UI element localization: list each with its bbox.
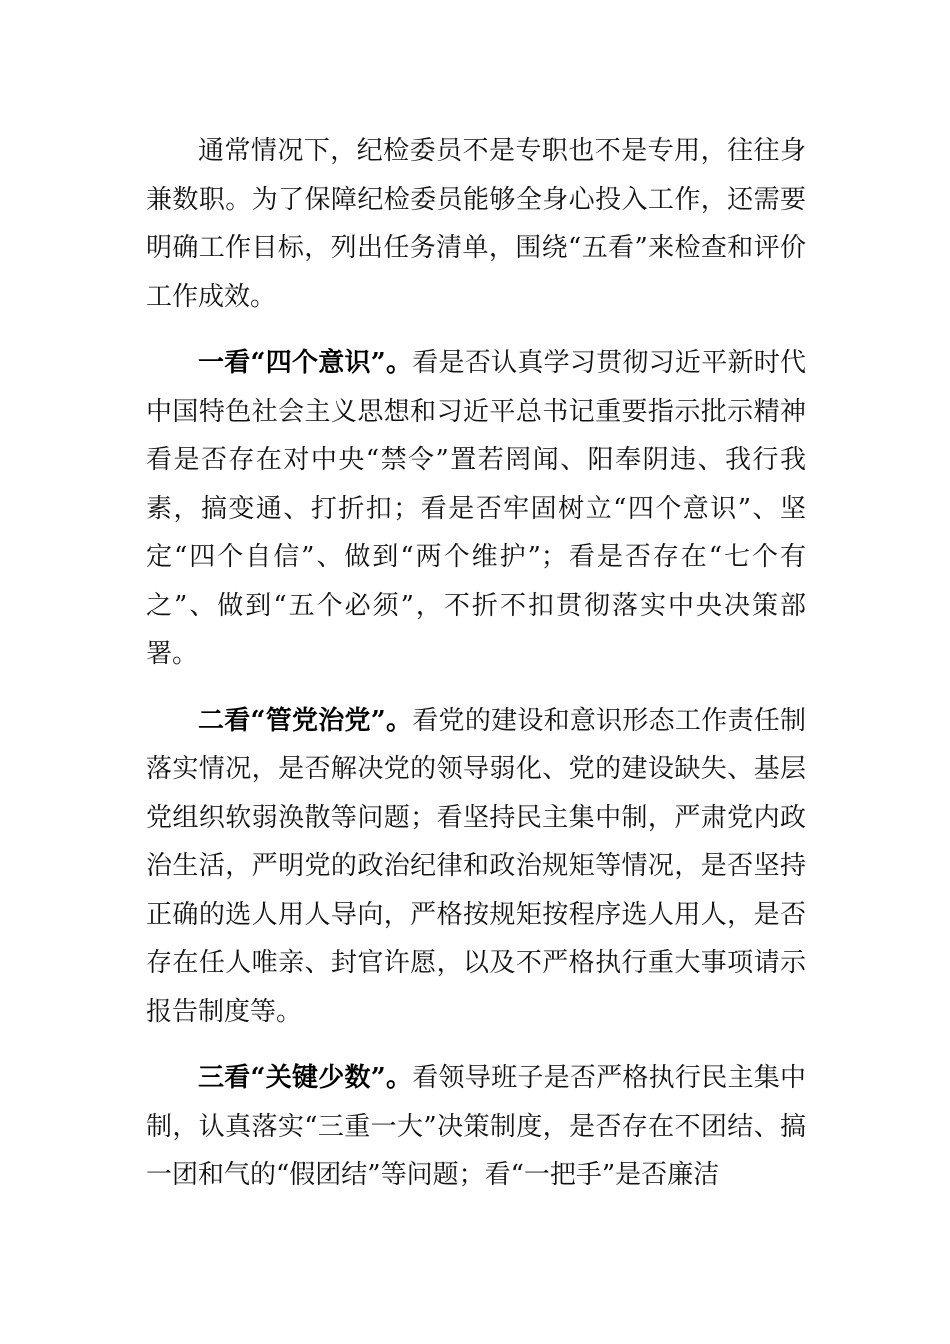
paragraph-first-look-text: 看是否认真学习贯彻习近平新时代中国特色社会主义思想和习近平总书记重要指示批示精神看是否存在对中央“禁令”置若罔闻、阳奉阴违、我行我素，搞变通、打折扣；看是否牢固树立“四个意识”、坚定“四个自信”、做到“两个维护”；看是否存在“七个有之”、做到“五个必须”，不折不扣贯彻落实中央决策部署。 bbox=[146, 348, 806, 669]
paragraph-intro-text: 通常情况下，纪检委员不是专职也不是专用，往往身兼数职。为了保障纪检委员能够全身心投入工作，还需要明确工作目标，列出任务清单，围绕“五看”来检查和评价工作成效。 bbox=[146, 136, 806, 312]
paragraph-second-look-text: 看党的建设和意识形态工作责任制落实情况，是否解决党的领导弱化、党的建设缺失、基层党组织软弱涣散等问题；看坚持民主集中制，严肃党内政治生活，严明党的政治纪律和政治规矩等情况，是否坚持正确的选人用人导向，严格按规矩按程序选人用人，是否存在任人唯亲、封官许愿，以及不严格执行重大事项请示报告制度等。 bbox=[146, 705, 806, 1027]
paragraph-third-look-text: 看领导班子是否严格执行民主集中制，认真落实“三重一大”决策制度，是否存在不团结、搞一团和气的“假团结”等问题；看“一把手”是否廉洁 bbox=[146, 1063, 806, 1190]
paragraph-second-look bbox=[146, 697, 806, 1037]
paragraph-intro bbox=[146, 127, 806, 321]
document-body bbox=[146, 127, 806, 1200]
paragraph-second-look-heading: 二看“管党治党”。 bbox=[198, 705, 413, 736]
paragraph-third-look bbox=[146, 1054, 806, 1200]
paragraph-first-look bbox=[146, 339, 806, 679]
paragraph-first-look-heading: 一看“四个意识”。 bbox=[198, 348, 413, 378]
paragraph-third-look-heading: 三看“关键少数”。 bbox=[198, 1063, 413, 1093]
